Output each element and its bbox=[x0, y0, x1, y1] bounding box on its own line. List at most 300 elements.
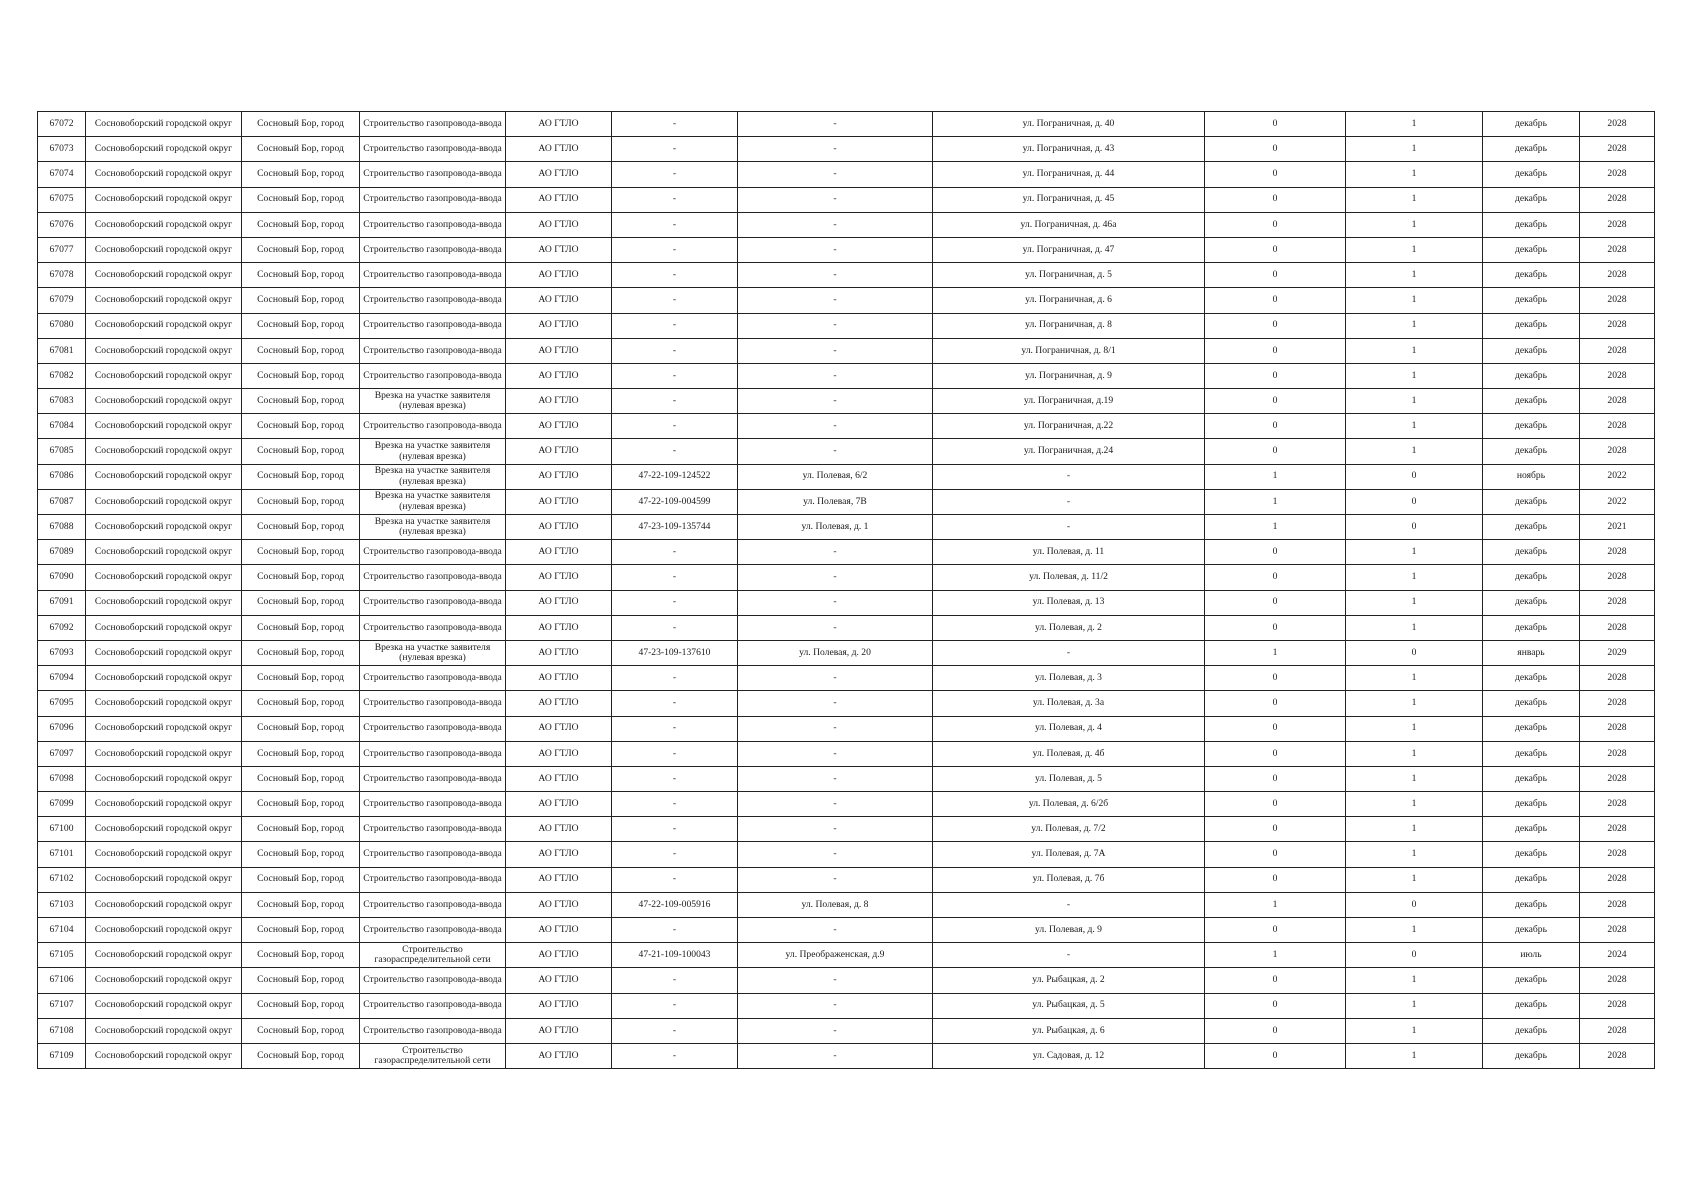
cell-organization: АО ГТЛО bbox=[506, 414, 612, 439]
cell-indicator-b: 1 bbox=[1346, 792, 1483, 817]
cell-cadastral-number: - bbox=[612, 691, 738, 716]
table-row bbox=[38, 716, 1655, 741]
cell-municipal-district: Сосновоборский городской округ bbox=[86, 1043, 242, 1068]
cell-month: январь bbox=[1483, 640, 1580, 665]
table-row bbox=[38, 615, 1655, 640]
cell-month: декабрь bbox=[1483, 1043, 1580, 1068]
cell-organization: АО ГТЛО bbox=[506, 313, 612, 338]
cell-row-number: 67106 bbox=[38, 968, 86, 993]
cell-row-number: 67083 bbox=[38, 389, 86, 414]
cell-cadastral-number: - bbox=[612, 666, 738, 691]
cell-object-address: ул. Полевая, д. 1 bbox=[738, 515, 933, 540]
cell-organization: АО ГТЛО bbox=[506, 741, 612, 766]
cell-organization: АО ГТЛО bbox=[506, 640, 612, 665]
table-row bbox=[38, 842, 1655, 867]
cell-organization: АО ГТЛО bbox=[506, 943, 612, 968]
cell-indicator-b: 1 bbox=[1346, 162, 1483, 187]
cell-municipal-district: Сосновоборский городской округ bbox=[86, 691, 242, 716]
cell-work-type: Строительство газопровода-ввода bbox=[360, 112, 506, 137]
cell-row-number: 67088 bbox=[38, 515, 86, 540]
cell-organization: АО ГТЛО bbox=[506, 817, 612, 842]
cell-cadastral-number: 47-21-109-100043 bbox=[612, 943, 738, 968]
cell-year: 2028 bbox=[1580, 716, 1655, 741]
cell-cadastral-number: - bbox=[612, 389, 738, 414]
cell-cadastral-number: - bbox=[612, 918, 738, 943]
document-page bbox=[37, 111, 1654, 1069]
cell-organization: АО ГТЛО bbox=[506, 187, 612, 212]
cell-indicator-b: 1 bbox=[1346, 112, 1483, 137]
table-row bbox=[38, 212, 1655, 237]
cell-work-type: Строительство газопровода-ввода bbox=[360, 237, 506, 262]
cell-indicator-b: 1 bbox=[1346, 338, 1483, 363]
cell-municipal-district: Сосновоборский городской округ bbox=[86, 741, 242, 766]
cell-work-type: Строительство газопровода-ввода bbox=[360, 892, 506, 917]
cell-year: 2028 bbox=[1580, 766, 1655, 791]
cell-indicator-a: 0 bbox=[1205, 565, 1346, 590]
cell-municipal-district: Сосновоборский городской округ bbox=[86, 867, 242, 892]
cell-month: декабрь bbox=[1483, 112, 1580, 137]
cell-municipal-district: Сосновоборский городской округ bbox=[86, 615, 242, 640]
cell-row-number: 67102 bbox=[38, 867, 86, 892]
cell-planned-address: ул. Пограничная, д. 45 bbox=[933, 187, 1205, 212]
cell-work-type: Врезка на участке заявителя (нулевая врезка) bbox=[360, 489, 506, 514]
cell-indicator-b: 1 bbox=[1346, 237, 1483, 262]
cell-month: декабрь bbox=[1483, 792, 1580, 817]
cell-month: декабрь bbox=[1483, 565, 1580, 590]
cell-municipal-district: Сосновоборский городской округ bbox=[86, 439, 242, 464]
cell-municipal-district: Сосновоборский городской округ bbox=[86, 918, 242, 943]
cell-indicator-a: 1 bbox=[1205, 464, 1346, 489]
cell-object-address: - bbox=[738, 540, 933, 565]
cell-organization: АО ГТЛО bbox=[506, 540, 612, 565]
table-body bbox=[38, 112, 1655, 1069]
cell-indicator-a: 0 bbox=[1205, 968, 1346, 993]
cell-municipal-district: Сосновоборский городской округ bbox=[86, 842, 242, 867]
cell-year: 2028 bbox=[1580, 565, 1655, 590]
cell-municipal-district: Сосновоборский городской округ bbox=[86, 414, 242, 439]
cell-planned-address: - bbox=[933, 640, 1205, 665]
cell-municipal-district: Сосновоборский городской округ bbox=[86, 389, 242, 414]
table-row bbox=[38, 313, 1655, 338]
cell-indicator-a: 0 bbox=[1205, 590, 1346, 615]
cell-planned-address: ул. Пограничная, д. 46а bbox=[933, 212, 1205, 237]
cell-indicator-b: 1 bbox=[1346, 313, 1483, 338]
cell-year: 2028 bbox=[1580, 867, 1655, 892]
cell-object-address: - bbox=[738, 817, 933, 842]
cell-settlement: Сосновый Бор, город bbox=[242, 515, 360, 540]
cell-settlement: Сосновый Бор, город bbox=[242, 389, 360, 414]
cell-planned-address: ул. Пограничная, д. 8/1 bbox=[933, 338, 1205, 363]
cell-work-type: Строительство газопровода-ввода bbox=[360, 867, 506, 892]
table-row bbox=[38, 288, 1655, 313]
cell-planned-address: ул. Пограничная, д.22 bbox=[933, 414, 1205, 439]
cell-municipal-district: Сосновоборский городской округ bbox=[86, 288, 242, 313]
cell-planned-address: ул. Полевая, д. 11/2 bbox=[933, 565, 1205, 590]
cell-indicator-b: 1 bbox=[1346, 993, 1483, 1018]
cell-object-address: ул. Преображенская, д.9 bbox=[738, 943, 933, 968]
cell-object-address: - bbox=[738, 691, 933, 716]
cell-settlement: Сосновый Бор, город bbox=[242, 363, 360, 388]
cell-municipal-district: Сосновоборский городской округ bbox=[86, 338, 242, 363]
cell-indicator-a: 0 bbox=[1205, 615, 1346, 640]
cell-row-number: 67094 bbox=[38, 666, 86, 691]
cell-object-address: - bbox=[738, 313, 933, 338]
table-row bbox=[38, 112, 1655, 137]
cell-month: декабрь bbox=[1483, 338, 1580, 363]
cell-object-address: - bbox=[738, 842, 933, 867]
cell-indicator-a: 1 bbox=[1205, 892, 1346, 917]
cell-indicator-b: 1 bbox=[1346, 1018, 1483, 1043]
cell-planned-address: - bbox=[933, 943, 1205, 968]
cell-planned-address: ул. Полевая, д. 3а bbox=[933, 691, 1205, 716]
cell-object-address: ул. Полевая, д. 8 bbox=[738, 892, 933, 917]
table-row bbox=[38, 640, 1655, 665]
cell-month: декабрь bbox=[1483, 842, 1580, 867]
cell-indicator-a: 0 bbox=[1205, 842, 1346, 867]
cell-object-address: - bbox=[738, 918, 933, 943]
cell-object-address: - bbox=[738, 112, 933, 137]
cell-organization: АО ГТЛО bbox=[506, 263, 612, 288]
cell-indicator-b: 0 bbox=[1346, 892, 1483, 917]
cell-indicator-a: 0 bbox=[1205, 389, 1346, 414]
cell-settlement: Сосновый Бор, город bbox=[242, 1018, 360, 1043]
cell-month: декабрь bbox=[1483, 439, 1580, 464]
cell-indicator-b: 1 bbox=[1346, 741, 1483, 766]
cell-row-number: 67073 bbox=[38, 137, 86, 162]
cell-cadastral-number: - bbox=[612, 540, 738, 565]
table-row bbox=[38, 389, 1655, 414]
cell-year: 2028 bbox=[1580, 363, 1655, 388]
cell-municipal-district: Сосновоборский городской округ bbox=[86, 968, 242, 993]
cell-row-number: 67075 bbox=[38, 187, 86, 212]
cell-indicator-b: 0 bbox=[1346, 943, 1483, 968]
cell-planned-address: ул. Пограничная, д. 47 bbox=[933, 237, 1205, 262]
cell-object-address: - bbox=[738, 137, 933, 162]
cell-settlement: Сосновый Бор, город bbox=[242, 489, 360, 514]
table-row bbox=[38, 943, 1655, 968]
cell-indicator-b: 1 bbox=[1346, 263, 1483, 288]
cell-row-number: 67091 bbox=[38, 590, 86, 615]
cell-row-number: 67105 bbox=[38, 943, 86, 968]
cell-row-number: 67078 bbox=[38, 263, 86, 288]
cell-settlement: Сосновый Бор, город bbox=[242, 640, 360, 665]
cell-cadastral-number: - bbox=[612, 1018, 738, 1043]
cell-row-number: 67100 bbox=[38, 817, 86, 842]
cell-planned-address: - bbox=[933, 489, 1205, 514]
cell-year: 2028 bbox=[1580, 590, 1655, 615]
table-row bbox=[38, 187, 1655, 212]
cell-object-address: - bbox=[738, 867, 933, 892]
cell-object-address: - bbox=[738, 716, 933, 741]
cell-organization: АО ГТЛО bbox=[506, 389, 612, 414]
cell-planned-address: ул. Пограничная, д. 43 bbox=[933, 137, 1205, 162]
cell-settlement: Сосновый Бор, город bbox=[242, 137, 360, 162]
cell-year: 2028 bbox=[1580, 993, 1655, 1018]
cell-indicator-a: 0 bbox=[1205, 817, 1346, 842]
table-row bbox=[38, 968, 1655, 993]
cell-indicator-a: 0 bbox=[1205, 1018, 1346, 1043]
table-row bbox=[38, 464, 1655, 489]
cell-organization: АО ГТЛО bbox=[506, 993, 612, 1018]
cell-planned-address: ул. Пограничная, д.24 bbox=[933, 439, 1205, 464]
cell-municipal-district: Сосновоборский городской округ bbox=[86, 565, 242, 590]
cell-work-type: Строительство газопровода-ввода bbox=[360, 817, 506, 842]
cell-indicator-b: 1 bbox=[1346, 918, 1483, 943]
cell-year: 2028 bbox=[1580, 439, 1655, 464]
table-row bbox=[38, 993, 1655, 1018]
cell-work-type: Строительство газопровода-ввода bbox=[360, 691, 506, 716]
cell-settlement: Сосновый Бор, город bbox=[242, 162, 360, 187]
cell-indicator-a: 0 bbox=[1205, 414, 1346, 439]
cell-planned-address: ул. Полевая, д. 13 bbox=[933, 590, 1205, 615]
cell-indicator-b: 1 bbox=[1346, 439, 1483, 464]
cell-indicator-a: 0 bbox=[1205, 338, 1346, 363]
cell-municipal-district: Сосновоборский городской округ bbox=[86, 666, 242, 691]
table-row bbox=[38, 363, 1655, 388]
cell-cadastral-number: - bbox=[612, 338, 738, 363]
cell-indicator-a: 0 bbox=[1205, 918, 1346, 943]
cell-indicator-a: 0 bbox=[1205, 237, 1346, 262]
cell-row-number: 67095 bbox=[38, 691, 86, 716]
cell-work-type: Строительство газопровода-ввода bbox=[360, 590, 506, 615]
cell-municipal-district: Сосновоборский городской округ bbox=[86, 363, 242, 388]
cell-organization: АО ГТЛО bbox=[506, 716, 612, 741]
cell-cadastral-number: - bbox=[612, 842, 738, 867]
cell-organization: АО ГТЛО bbox=[506, 590, 612, 615]
cell-cadastral-number: - bbox=[612, 414, 738, 439]
cell-planned-address: ул. Пограничная, д. 9 bbox=[933, 363, 1205, 388]
cell-month: декабрь bbox=[1483, 817, 1580, 842]
cell-month: июль bbox=[1483, 943, 1580, 968]
cell-work-type: Строительство газораспределительной сети bbox=[360, 1043, 506, 1068]
cell-work-type: Врезка на участке заявителя (нулевая врезка) bbox=[360, 515, 506, 540]
cell-row-number: 67097 bbox=[38, 741, 86, 766]
cell-settlement: Сосновый Бор, город bbox=[242, 237, 360, 262]
cell-indicator-b: 1 bbox=[1346, 615, 1483, 640]
cell-indicator-a: 0 bbox=[1205, 187, 1346, 212]
cell-object-address: - bbox=[738, 1018, 933, 1043]
cell-indicator-a: 0 bbox=[1205, 716, 1346, 741]
cell-month: декабрь bbox=[1483, 263, 1580, 288]
cell-indicator-b: 1 bbox=[1346, 137, 1483, 162]
cell-object-address: - bbox=[738, 363, 933, 388]
cell-organization: АО ГТЛО bbox=[506, 162, 612, 187]
cell-object-address: - bbox=[738, 993, 933, 1018]
cell-year: 2024 bbox=[1580, 943, 1655, 968]
gasification-table bbox=[37, 111, 1655, 1069]
cell-month: декабрь bbox=[1483, 590, 1580, 615]
cell-month: декабрь bbox=[1483, 615, 1580, 640]
cell-organization: АО ГТЛО bbox=[506, 691, 612, 716]
cell-object-address: - bbox=[738, 792, 933, 817]
cell-row-number: 67090 bbox=[38, 565, 86, 590]
cell-settlement: Сосновый Бор, город bbox=[242, 943, 360, 968]
cell-cadastral-number: - bbox=[612, 867, 738, 892]
table-row bbox=[38, 489, 1655, 514]
cell-month: декабрь bbox=[1483, 918, 1580, 943]
cell-work-type: Врезка на участке заявителя (нулевая врезка) bbox=[360, 640, 506, 665]
cell-indicator-b: 1 bbox=[1346, 842, 1483, 867]
cell-settlement: Сосновый Бор, город bbox=[242, 590, 360, 615]
cell-indicator-b: 1 bbox=[1346, 389, 1483, 414]
cell-planned-address: ул. Садовая, д. 12 bbox=[933, 1043, 1205, 1068]
cell-indicator-a: 0 bbox=[1205, 313, 1346, 338]
cell-work-type: Строительство газопровода-ввода bbox=[360, 288, 506, 313]
cell-indicator-b: 1 bbox=[1346, 540, 1483, 565]
cell-indicator-b: 1 bbox=[1346, 867, 1483, 892]
table-row bbox=[38, 741, 1655, 766]
cell-settlement: Сосновый Бор, город bbox=[242, 565, 360, 590]
cell-municipal-district: Сосновоборский городской округ bbox=[86, 263, 242, 288]
cell-year: 2028 bbox=[1580, 918, 1655, 943]
cell-month: декабрь bbox=[1483, 515, 1580, 540]
cell-work-type: Строительство газопровода-ввода bbox=[360, 565, 506, 590]
cell-month: декабрь bbox=[1483, 1018, 1580, 1043]
cell-organization: АО ГТЛО bbox=[506, 968, 612, 993]
cell-object-address: - bbox=[738, 338, 933, 363]
cell-work-type: Строительство газопровода-ввода bbox=[360, 993, 506, 1018]
cell-organization: АО ГТЛО bbox=[506, 666, 612, 691]
cell-cadastral-number: - bbox=[612, 237, 738, 262]
cell-indicator-a: 0 bbox=[1205, 666, 1346, 691]
cell-settlement: Сосновый Бор, город bbox=[242, 993, 360, 1018]
cell-settlement: Сосновый Бор, город bbox=[242, 263, 360, 288]
cell-cadastral-number: 47-22-109-124522 bbox=[612, 464, 738, 489]
cell-object-address: ул. Полевая, д. 20 bbox=[738, 640, 933, 665]
cell-cadastral-number: - bbox=[612, 313, 738, 338]
cell-municipal-district: Сосновоборский городской округ bbox=[86, 237, 242, 262]
cell-work-type: Врезка на участке заявителя (нулевая врезка) bbox=[360, 389, 506, 414]
cell-year: 2028 bbox=[1580, 263, 1655, 288]
cell-row-number: 67072 bbox=[38, 112, 86, 137]
cell-row-number: 67087 bbox=[38, 489, 86, 514]
cell-month: декабрь bbox=[1483, 741, 1580, 766]
table-row bbox=[38, 817, 1655, 842]
cell-year: 2021 bbox=[1580, 515, 1655, 540]
cell-year: 2028 bbox=[1580, 691, 1655, 716]
cell-municipal-district: Сосновоборский городской округ bbox=[86, 187, 242, 212]
cell-planned-address: ул. Пограничная, д.19 bbox=[933, 389, 1205, 414]
cell-row-number: 67096 bbox=[38, 716, 86, 741]
cell-row-number: 67109 bbox=[38, 1043, 86, 1068]
cell-indicator-a: 1 bbox=[1205, 640, 1346, 665]
table-row bbox=[38, 338, 1655, 363]
cell-work-type: Строительство газопровода-ввода bbox=[360, 792, 506, 817]
cell-planned-address: ул. Полевая, д. 9 bbox=[933, 918, 1205, 943]
cell-municipal-district: Сосновоборский городской округ bbox=[86, 112, 242, 137]
cell-indicator-b: 1 bbox=[1346, 187, 1483, 212]
table-row bbox=[38, 691, 1655, 716]
cell-settlement: Сосновый Бор, город bbox=[242, 867, 360, 892]
cell-object-address: ул. Полевая, 6/2 bbox=[738, 464, 933, 489]
cell-work-type: Строительство газораспределительной сети bbox=[360, 943, 506, 968]
cell-cadastral-number: - bbox=[612, 112, 738, 137]
cell-indicator-b: 1 bbox=[1346, 414, 1483, 439]
cell-planned-address: ул. Полевая, д. 7А bbox=[933, 842, 1205, 867]
table-row bbox=[38, 1043, 1655, 1068]
cell-cadastral-number: - bbox=[612, 716, 738, 741]
cell-indicator-a: 0 bbox=[1205, 792, 1346, 817]
cell-month: декабрь bbox=[1483, 389, 1580, 414]
cell-municipal-district: Сосновоборский городской округ bbox=[86, 993, 242, 1018]
cell-object-address: - bbox=[738, 237, 933, 262]
cell-cadastral-number: - bbox=[612, 968, 738, 993]
cell-organization: АО ГТЛО bbox=[506, 338, 612, 363]
cell-object-address: - bbox=[738, 968, 933, 993]
cell-object-address: - bbox=[738, 414, 933, 439]
cell-month: декабрь bbox=[1483, 137, 1580, 162]
cell-indicator-b: 1 bbox=[1346, 288, 1483, 313]
cell-row-number: 67076 bbox=[38, 212, 86, 237]
cell-organization: АО ГТЛО bbox=[506, 515, 612, 540]
cell-object-address: - bbox=[738, 615, 933, 640]
cell-planned-address: ул. Рыбацкая, д. 5 bbox=[933, 993, 1205, 1018]
cell-municipal-district: Сосновоборский городской округ bbox=[86, 716, 242, 741]
cell-settlement: Сосновый Бор, город bbox=[242, 918, 360, 943]
cell-planned-address: ул. Пограничная, д. 5 bbox=[933, 263, 1205, 288]
cell-settlement: Сосновый Бор, город bbox=[242, 615, 360, 640]
cell-work-type: Врезка на участке заявителя (нулевая врезка) bbox=[360, 439, 506, 464]
cell-month: декабрь bbox=[1483, 993, 1580, 1018]
cell-cadastral-number: 47-23-109-135744 bbox=[612, 515, 738, 540]
cell-month: декабрь bbox=[1483, 363, 1580, 388]
cell-cadastral-number: - bbox=[612, 162, 738, 187]
cell-row-number: 67074 bbox=[38, 162, 86, 187]
cell-object-address: - bbox=[738, 1043, 933, 1068]
cell-organization: АО ГТЛО bbox=[506, 489, 612, 514]
cell-settlement: Сосновый Бор, город bbox=[242, 112, 360, 137]
cell-organization: АО ГТЛО bbox=[506, 1043, 612, 1068]
cell-settlement: Сосновый Бор, город bbox=[242, 187, 360, 212]
cell-object-address: - bbox=[738, 766, 933, 791]
cell-year: 2028 bbox=[1580, 1018, 1655, 1043]
cell-row-number: 67107 bbox=[38, 993, 86, 1018]
table-row bbox=[38, 1018, 1655, 1043]
cell-work-type: Строительство газопровода-ввода bbox=[360, 263, 506, 288]
cell-settlement: Сосновый Бор, город bbox=[242, 892, 360, 917]
cell-work-type: Строительство газопровода-ввода bbox=[360, 162, 506, 187]
cell-indicator-b: 1 bbox=[1346, 212, 1483, 237]
cell-settlement: Сосновый Бор, город bbox=[242, 792, 360, 817]
table-row bbox=[38, 439, 1655, 464]
cell-indicator-a: 0 bbox=[1205, 112, 1346, 137]
cell-organization: АО ГТЛО bbox=[506, 867, 612, 892]
cell-organization: АО ГТЛО bbox=[506, 137, 612, 162]
cell-indicator-a: 0 bbox=[1205, 1043, 1346, 1068]
table-row bbox=[38, 540, 1655, 565]
cell-organization: АО ГТЛО bbox=[506, 237, 612, 262]
table-row bbox=[38, 137, 1655, 162]
cell-year: 2028 bbox=[1580, 162, 1655, 187]
table-row bbox=[38, 414, 1655, 439]
table-row bbox=[38, 792, 1655, 817]
cell-organization: АО ГТЛО bbox=[506, 615, 612, 640]
cell-month: декабрь bbox=[1483, 162, 1580, 187]
cell-planned-address: - bbox=[933, 515, 1205, 540]
cell-work-type: Строительство газопровода-ввода bbox=[360, 313, 506, 338]
cell-month: декабрь bbox=[1483, 489, 1580, 514]
cell-row-number: 67104 bbox=[38, 918, 86, 943]
cell-month: декабрь bbox=[1483, 288, 1580, 313]
cell-month: декабрь bbox=[1483, 968, 1580, 993]
cell-object-address: - bbox=[738, 389, 933, 414]
cell-row-number: 67093 bbox=[38, 640, 86, 665]
cell-year: 2028 bbox=[1580, 212, 1655, 237]
cell-cadastral-number: - bbox=[612, 137, 738, 162]
cell-settlement: Сосновый Бор, город bbox=[242, 691, 360, 716]
cell-row-number: 67084 bbox=[38, 414, 86, 439]
cell-year: 2028 bbox=[1580, 313, 1655, 338]
